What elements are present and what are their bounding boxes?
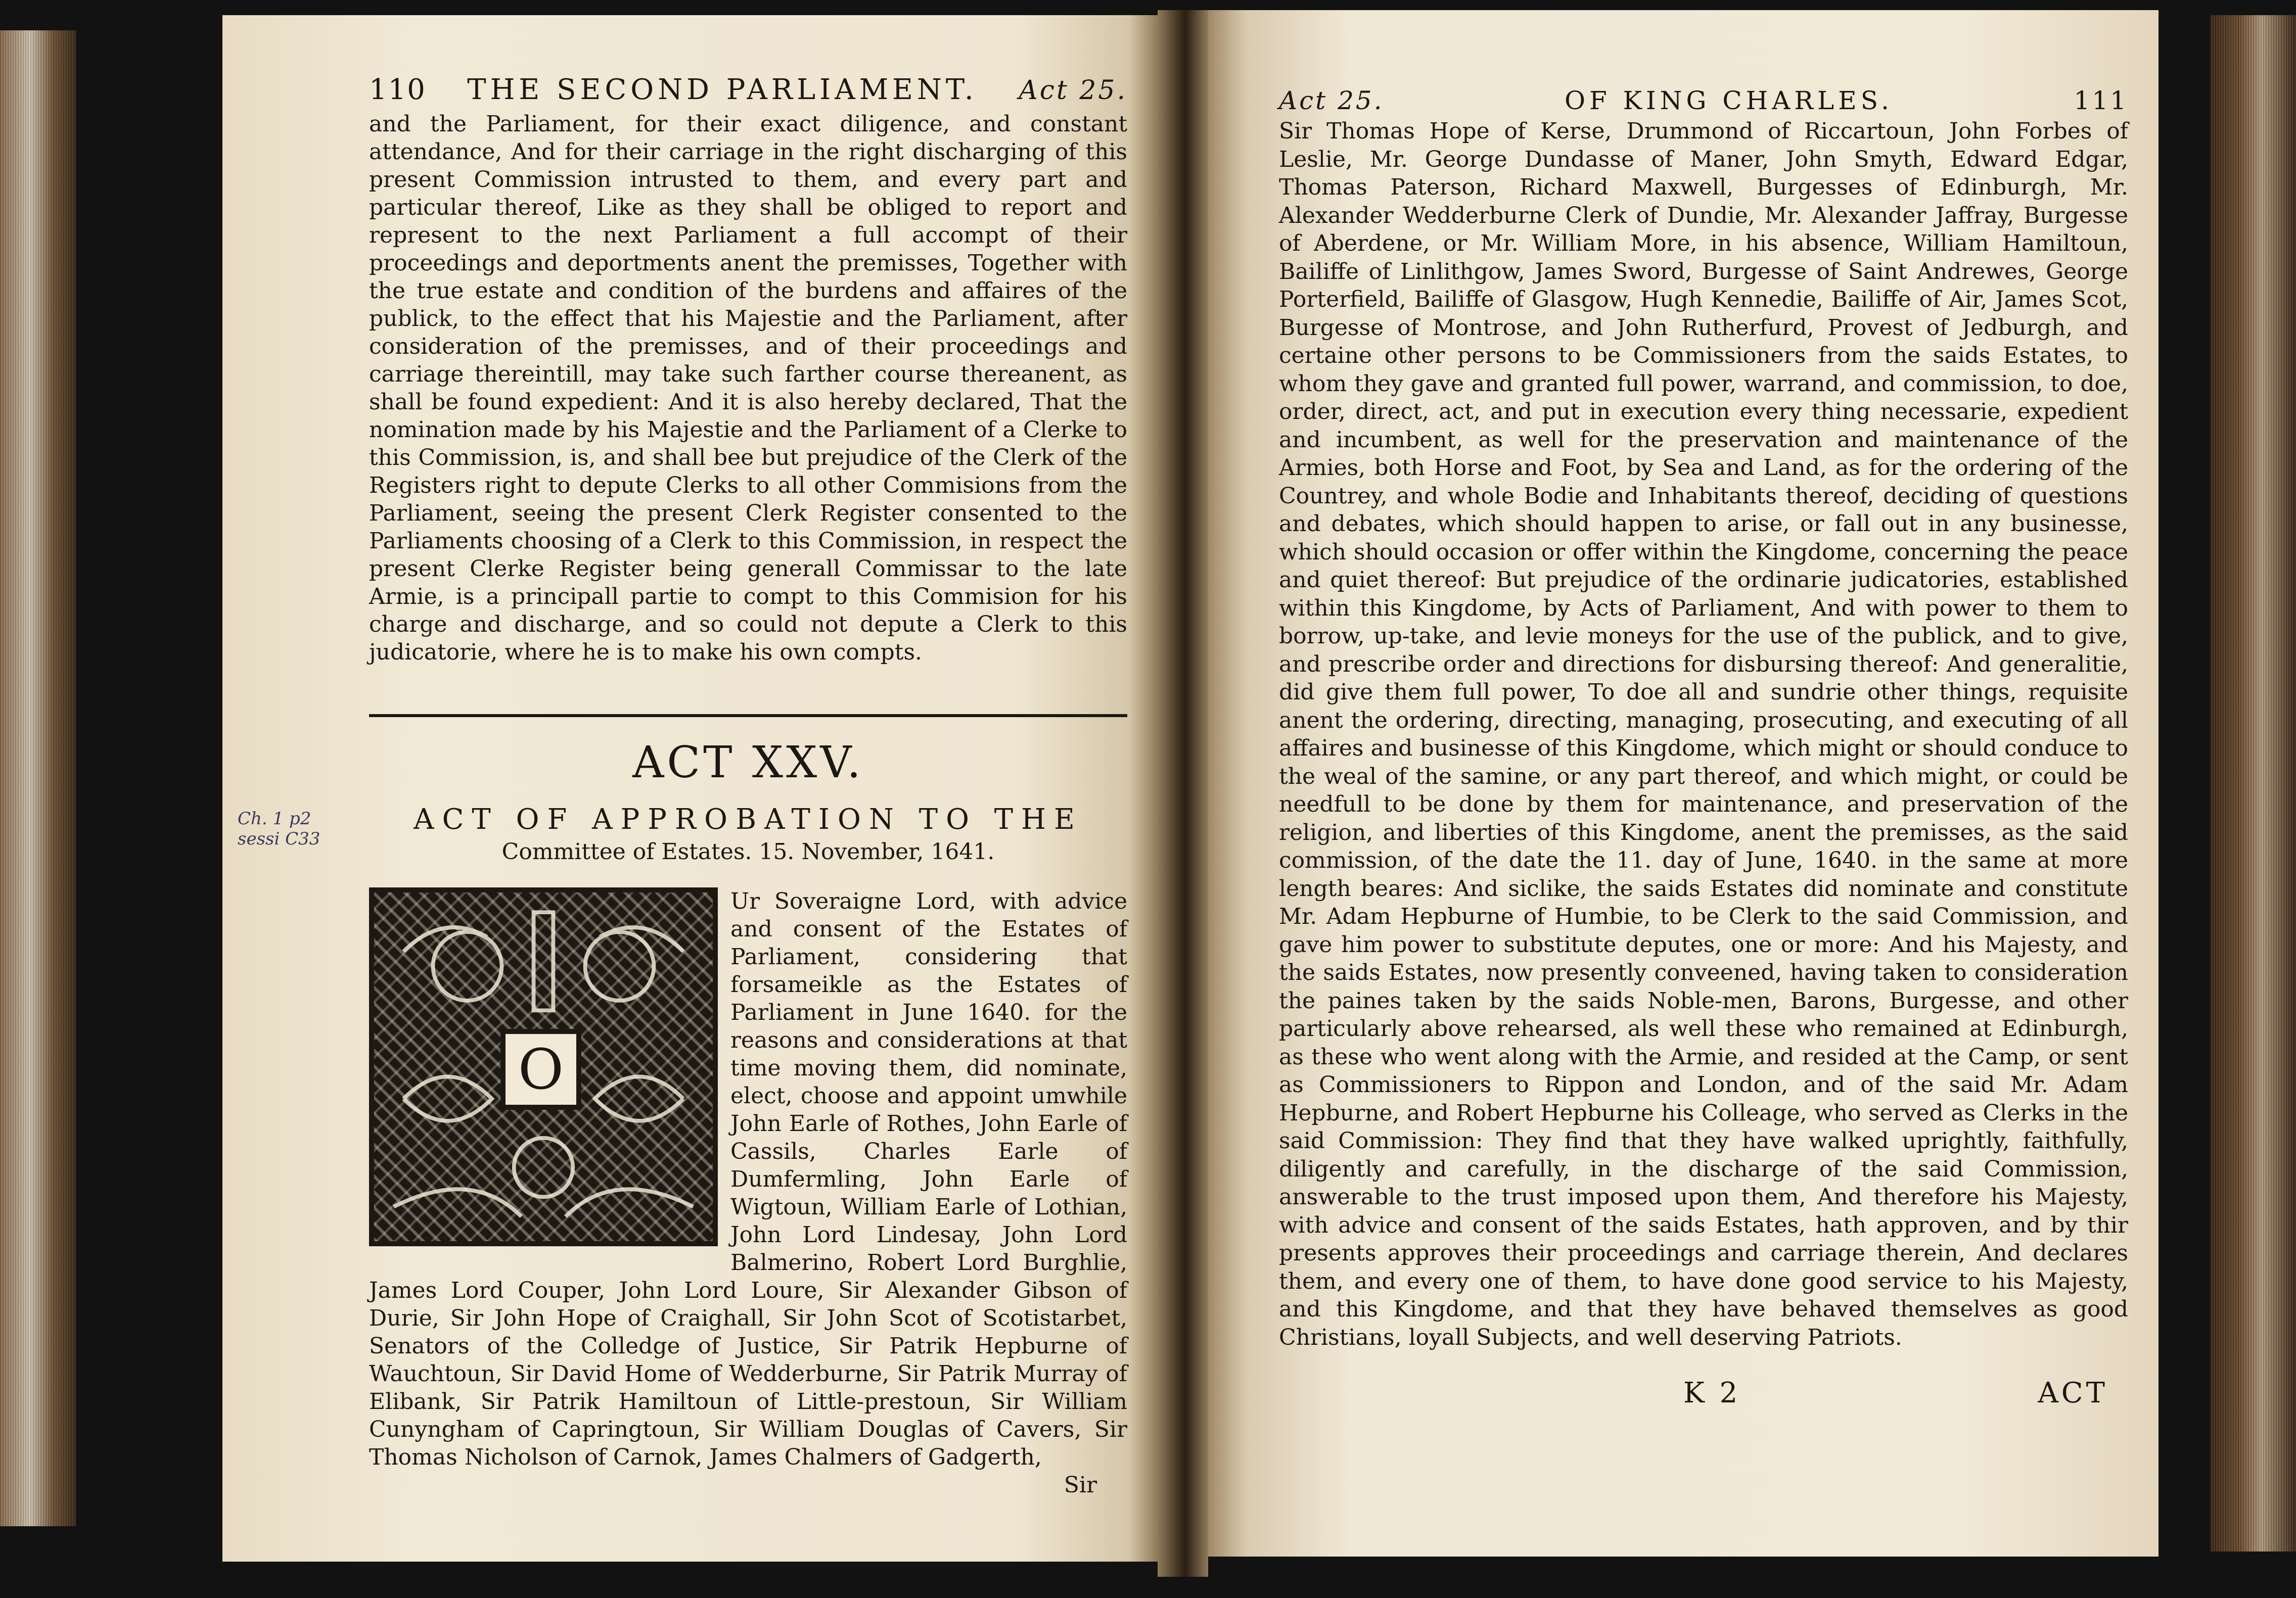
left-running-title: THE SECOND PARLIAMENT.	[467, 73, 978, 106]
act-body-block	[369, 887, 1127, 1471]
left-running-act: Act 25.	[1019, 75, 1127, 106]
left-page-number: 110	[369, 73, 426, 106]
margin-annotation: Ch. 1 p2 sessi C33	[238, 809, 320, 849]
right-running-title: OF KING CHARLES.	[1565, 86, 1894, 115]
act-dateline: Committee of Estates. 15. November, 1641.	[501, 839, 995, 865]
left-page-edges	[0, 30, 76, 1526]
right-page-edges	[2210, 15, 2296, 1552]
ornamental-drop-cap	[369, 887, 718, 1246]
left-running-head	[369, 73, 1127, 106]
right-running-head	[1279, 86, 2128, 115]
left-page	[222, 15, 1158, 1562]
section-rule	[369, 714, 1127, 717]
right-page-number: 111	[2074, 86, 2128, 115]
right-body-text: Sir Thomas Hope of Kerse, Drummond of Riccartoun, John Forbes of Leslie, Mr. George Dundasse of Maner, John Smyth, Edward Edgar, Thomas Paterson, Richard Maxwell, Burgesses of Edinburgh, Mr. Alexander Wedderburne Clerk of Dundie, Mr. Alexander Jaffray, Burgesse of Aberdene, or Mr. William More, in his absence, William Hamiltoun, Bailiffe of Linlithgow, James Sword, Burgesse of Saint Andrewes, George Porterfield, Bailiffe of Glasgow, Hugh Kennedie, Bailiffe of Air, James Scot, Burgesse of Montrose, and John Rutherfurd, Provest of Jedburgh, and certaine other persons to be Commissioners from the saids Estates, to whom they gave and granted full power, warrand, and commission, to doe, order, direct, act, and put in execution every thing necessarie, expedient and incumbent, as well for the preservation and maintenance of the Armies, both Horse and Foot, by Sea and Land, as for the ordering of the Countrey, and whole Bodie and Inhabitants thereof, deciding of questions and debates, which should happen to arise, or fall out in any businesse, which should occasion or offer within the Kingdome, concerning the peace and quiet thereof: But prejudice of the ordinarie judicatories, established within this Kingdome, by Acts of Parliament, And with power to them to borrow, up-take, and levie moneys for the use of the publick, and to give, and prescribe order and directions for disbursing thereof: And generalitie, did give them full power, To doe all and sundrie other things, requisite anent the ordering, directing, managing, prosecuting, and executing of all affaires and businesse of this Kingdome, which might or should conduce to the weal of the samine, or any part thereof, and which might, or could be needfull to be done by them for maintenance, and preservation of the religion, and liberties of this Kingdome, anent the premisses, as the said commission, of the date the 11. day of June, 1640. in the same at more length beares: And siclike, the saids Estates did nominate and constitute Mr. Adam Hepburne of Humbie, to be Clerk to the said Commission, and gave him power to substitute deputes, one or more: And his Majesty, and the saids Estates, now presently conveened, having taken to consideration the paines taken by the saids Noble-men, Barons, Burgesse, and other particularly above rehearsed, als well these who remained at Edinburgh, as these who went along with the Armie, and resided at the Camp, or sent as Commissioners to Rippon and London, and of the said Mr. Adam Hepburne, and Robert Hepburne his Colleage, who served as Clerks in the said Commission: They find that they have walked uprightly, faithfully, diligently and carefully, in the discharge of the said Commission, answerable to the trust imposed upon them, And therefore his Majesty, with advice and consent of the saids Estates, hath approven, and by thir presents approves their proceedings and carriage therein, And declares them, and every one of them, to have done good service to his Majesty, and this Kingdome, and that they have behaved themselves as good Christians, loyall Subjects, and well deserving Patriots.	[1279, 118, 2128, 1350]
right-page	[1208, 10, 2159, 1557]
act-body-text: Ur Soveraigne Lord, with advice and consent of the Estates of Parliament, considering that forsameikle as the Estates of Parliament in June 1640. for the reasons and considerations at that time moving them, did nominate, elect, choose and appoint umwhile John Earle of Rothes, John Earle of Cassils, Charles Earle of Dumfermling, John Earle of Wigtoun, William Earle of Lothian, John Lord Lindesay, John Lord Balmerino, Robert Lord Burghlie, James Lord Couper, John Lord Loure, Sir Alexander Gibson of Durie, Sir John Hope of Craighall, Sir John Scot of Scotistarbet, Senators of the Colledge of Justice, Sir Patrik Hepburne of Wauchtoun, Sir David Home of Wedderburne, Sir Patrik Murray of Elibank, Sir Patrik Hamiltoun of Little-prestoun, Sir William Cunyngham of Capringtoun, Sir William Douglas of Cavers, Sir Thomas Nicholson of Carnok, James Chalmers of Gadgerth,	[369, 888, 1127, 1470]
right-catchword: ACT	[2038, 1377, 2108, 1409]
signature-mark: K 2	[1683, 1377, 1741, 1409]
right-footer	[1279, 1377, 2128, 1409]
book-gutter	[1158, 10, 1208, 1577]
right-running-act: Act 25.	[1279, 86, 1384, 115]
drop-cap-letter: O	[500, 1029, 581, 1110]
left-catchword: Sir	[1064, 1472, 1097, 1498]
act-subtitle: ACT OF APPROBATION TO THE	[414, 803, 1083, 836]
left-opening-paragraph: and the Parliament, for their exact diligence, and constant attendance, And for their carriage in the right discharging of this present Commission intrusted to them, and every part and particular thereof, Like as they shall be obliged to report and represent to the next Parliament a full accompt of their proceedings and deportments anent the premisses, Together with the true estate and condition of the burdens and affaires of the publick, to the effect that his Majestie and the Parliament, after consideration of the premisses, and of their proceedings and carriage thereintill, may take such farther course thereanent, as shall be found expedient: And it is also hereby declared, That the nomination made by his Majestie and the Parliament of a Clerke to this Commission, is, and shall bee but prejudice of the Clerk of the Registers right to depute Clerks to all other Commisions from the Parliament, seeing the present Clerk Register consented to the Parliaments choosing of a Clerk to this Commission, in respect the present Clerke Register being generall Commissar to the late Armie, is a principall partie to compt to this Commision for his charge and discharge, and so could not depute a Clerk to this judicatorie, where he is to make his own compts.	[369, 111, 1127, 665]
act-heading: ACT XXV.	[632, 737, 864, 788]
